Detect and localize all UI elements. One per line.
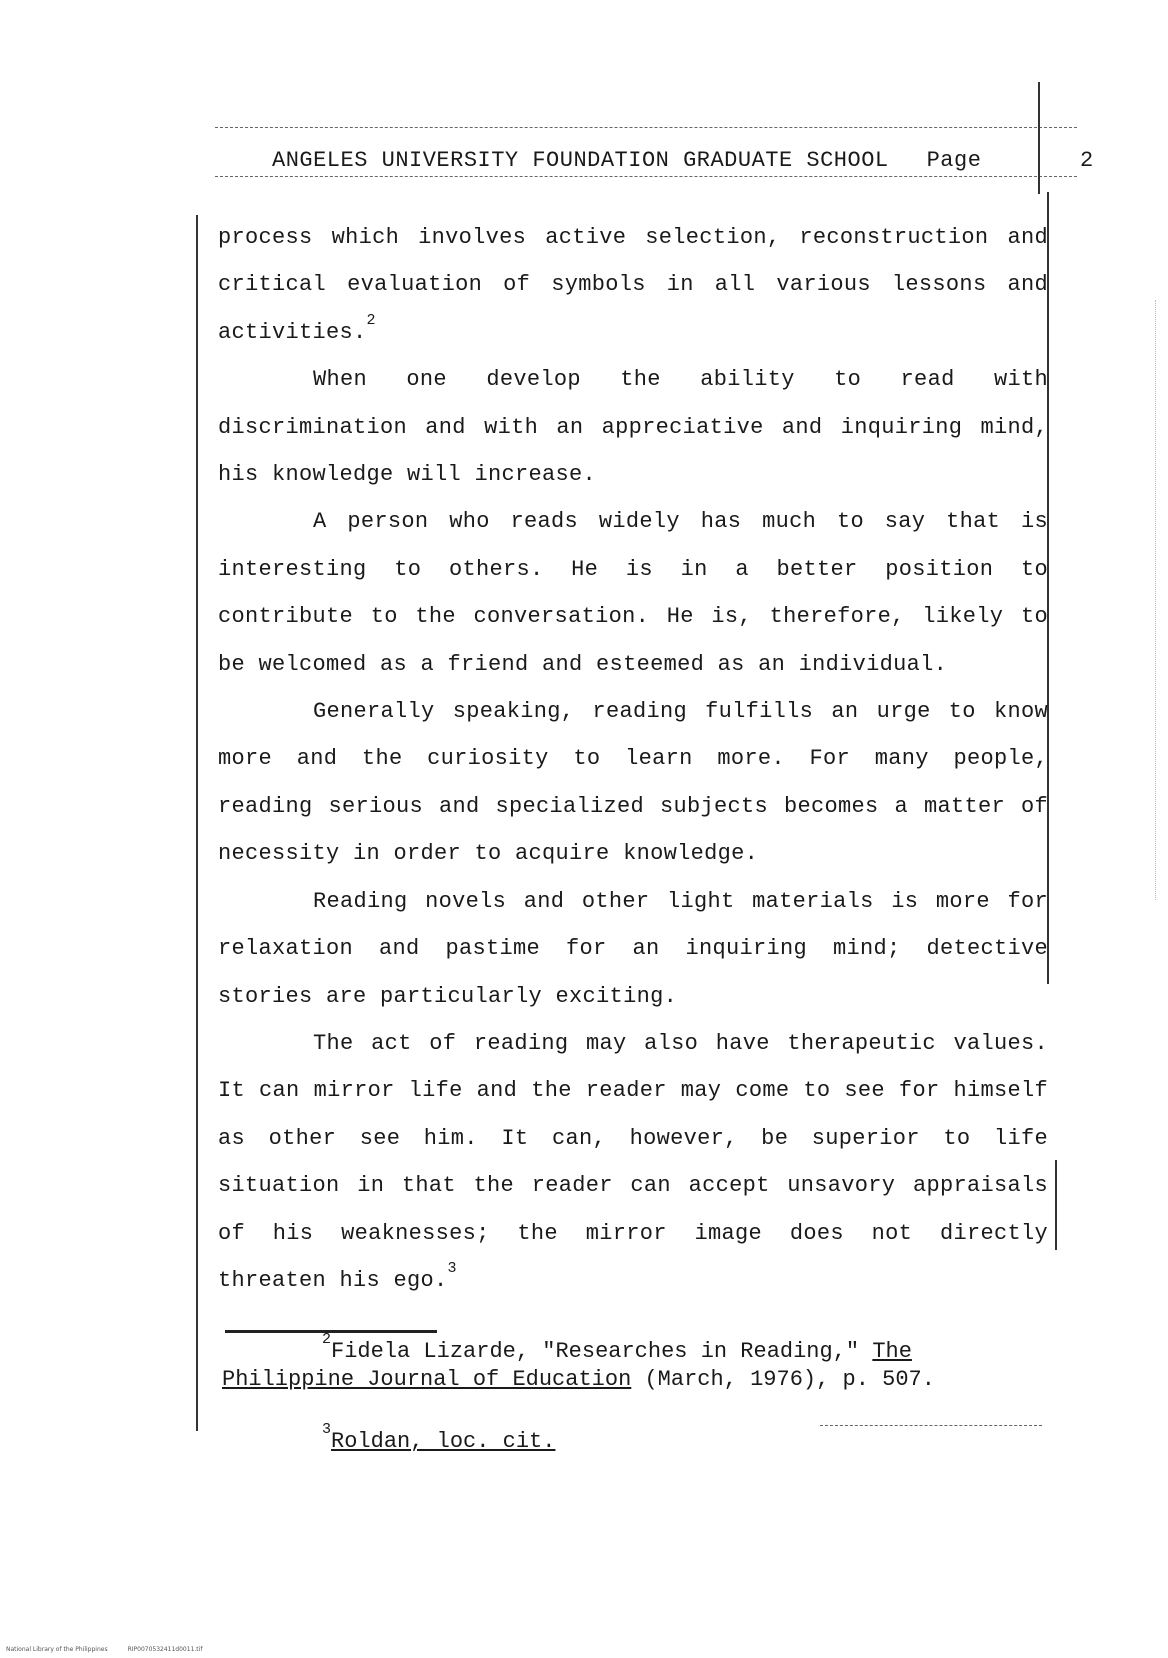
footnote-2 — [222, 1331, 1042, 1394]
imprint-library: National Library of the Philippines — [6, 1646, 108, 1653]
paragraph-1 — [218, 214, 1048, 356]
right-margin-rule-lower — [1055, 1160, 1057, 1250]
page-header — [272, 148, 981, 173]
footer-rule — [820, 1425, 1042, 1426]
paragraph-2: When one develop the ability to read with discrimination and with an appreciative and inquiring mind, his knowledge will increase. — [218, 367, 1048, 488]
left-margin-rule — [196, 215, 198, 1431]
header-top-rule — [215, 127, 1077, 128]
institution-name: ANGELES UNIVERSITY FOUNDATION GRADUATE SCHOOL — [272, 148, 889, 173]
scan-speckle — [1155, 300, 1158, 900]
footnote-title: "Researches in Reading," — [542, 1339, 860, 1364]
body-text — [218, 214, 1048, 1304]
paragraph-5: Reading novels and other light materials is more for relaxation and pastime for an inquiring mind; detective stories are particularly exciting. — [218, 888, 1048, 1009]
footnote-journal: The Philippine Journal of Education — [222, 1339, 912, 1392]
imprint-filename: RIP0070532411d0011.tif — [127, 1646, 203, 1653]
paragraph-6 — [218, 1020, 1048, 1304]
paragraph-text: process which involves active selection, reconstruction and critical evaluation of symbols in all various lessons and activities. — [218, 225, 1048, 345]
footnote-3 — [222, 1421, 1042, 1456]
footnote-number: 2 — [322, 1331, 332, 1348]
scan-imprint — [6, 1646, 202, 1653]
paragraph-3: A person who reads widely has much to say that is interesting to others. He is in a better position to contribute to the conversation. He is, therefore, likely to be welcomed as a friend and esteemed as an individual. — [218, 509, 1048, 677]
page-number: 2 — [1080, 148, 1094, 173]
page-number-divider — [1038, 82, 1040, 194]
page-label: Page — [926, 148, 982, 173]
footnote-author: Fidela Lizarde, — [331, 1339, 530, 1364]
footnote-number: 3 — [322, 1421, 332, 1438]
paragraph-text: The act of reading may also have therapeutic values. It can mirror life and the reader may come to see for himself as other see him. It can, however, be superior to life situation in that the reader can accept unsavory appraisals of his weaknesses; the mirror image does not directly threaten his ego. — [218, 1030, 1048, 1293]
footnote-ref: 2 — [366, 311, 376, 329]
footnote-details: (March, 1976), p. 507. — [644, 1367, 935, 1392]
header-bottom-rule — [215, 176, 1077, 177]
footnote-text: Roldan, loc. cit. — [331, 1429, 556, 1454]
paragraph-4: Generally speaking, reading fulfills an urge to know more and the curiosity to learn more. For many people, reading serious and specialized subjects becomes a matter of necessity in order to acquire knowledge. — [218, 699, 1048, 867]
footnotes — [222, 1331, 1042, 1456]
footnote-ref: 3 — [447, 1259, 457, 1277]
